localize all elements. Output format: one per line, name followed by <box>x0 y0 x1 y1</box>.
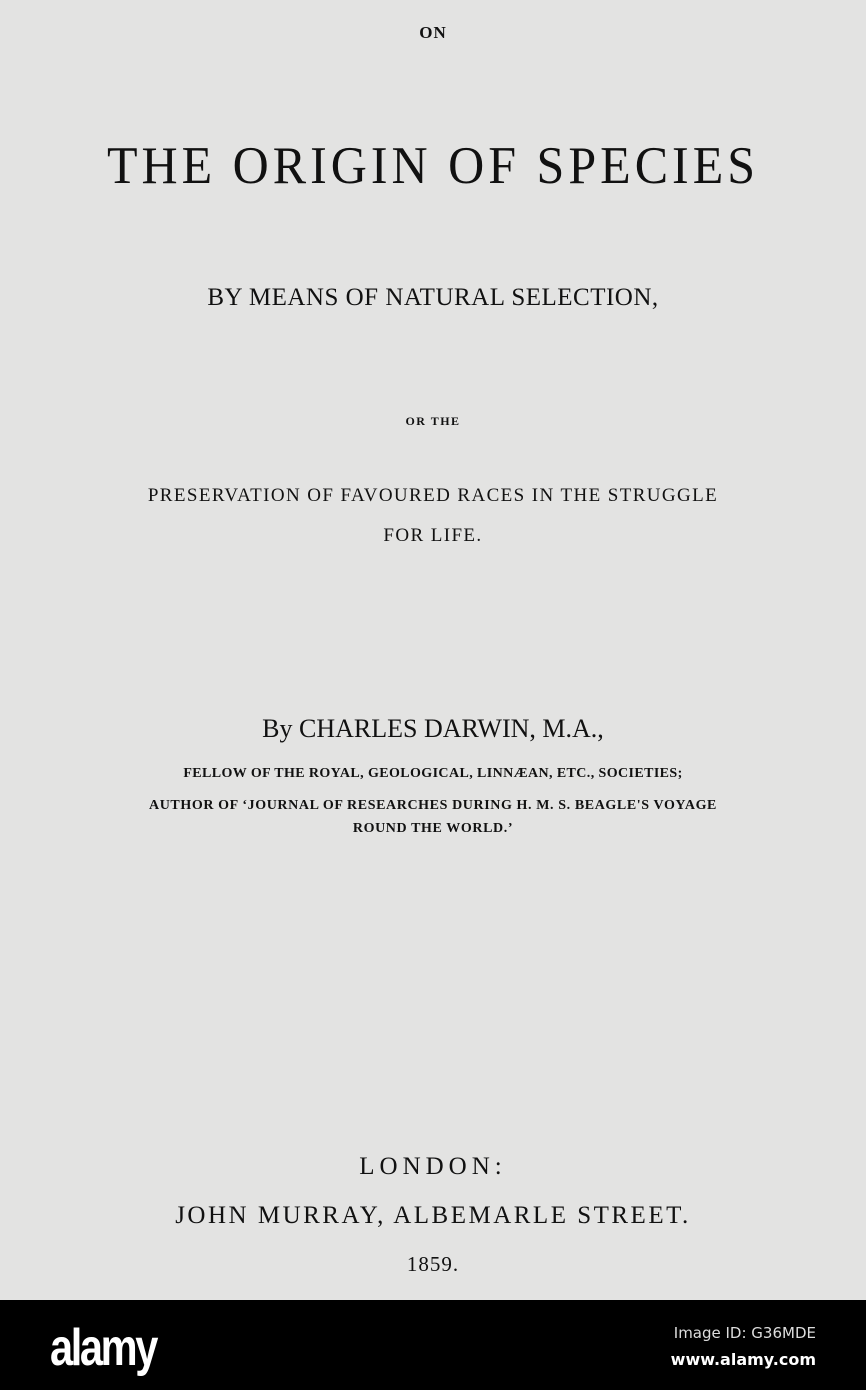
image-id: Image ID: G36MDE <box>673 1324 816 1342</box>
alt-title-line-1: PRESERVATION OF FAVOURED RACES IN THE STRUGGLE <box>147 485 719 506</box>
footer-url[interactable]: www.alamy.com <box>670 1350 816 1369</box>
alamy-logo: alamy <box>50 1319 156 1377</box>
alt-title-line-2: FOR LIFE. <box>383 525 483 546</box>
publication-year: 1859. <box>406 1252 460 1276</box>
publication-place: LONDON: <box>359 1153 507 1180</box>
book-subtitle: BY MEANS OF NATURAL SELECTION, <box>207 284 659 311</box>
credentials-line-2: AUTHOR OF ‘JOURNAL OF RESEARCHES DURING H. M. S. BEAGLE'S VOYAGE <box>149 798 717 813</box>
book-title: THE ORIGIN OF SPECIES <box>106 135 760 195</box>
credentials-line-1: FELLOW OF THE ROYAL, GEOLOGICAL, LINNÆAN, ETC., SOCIETIES; <box>183 766 683 781</box>
credentials-line-3: ROUND THE WORLD.’ <box>352 821 514 836</box>
or-the: OR THE <box>405 414 461 428</box>
author-name: By CHARLES DARWIN, M.A., <box>262 714 604 743</box>
title-prefix: ON <box>419 23 447 42</box>
footer-bar <box>0 1300 866 1390</box>
publisher: JOHN MURRAY, ALBEMARLE STREET. <box>175 1202 691 1229</box>
